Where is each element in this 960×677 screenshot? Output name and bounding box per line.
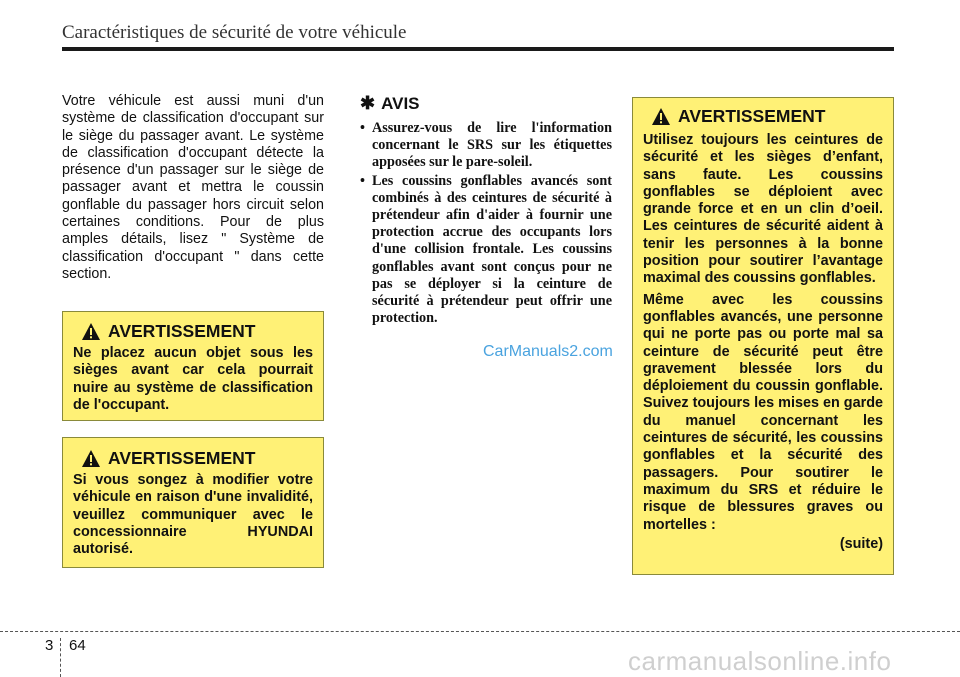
notice-section bbox=[360, 93, 612, 328]
warning-header bbox=[651, 106, 883, 127]
warning-triangle-icon bbox=[81, 449, 101, 468]
warning-header bbox=[81, 448, 313, 469]
footer-rule bbox=[0, 631, 960, 632]
warning-title: AVERTISSEMENT bbox=[678, 106, 826, 126]
continued-label: (suite) bbox=[839, 535, 883, 552]
footer-divider bbox=[60, 638, 61, 677]
page-number: 64 bbox=[69, 637, 86, 654]
warning-title: AVERTISSEMENT bbox=[108, 321, 256, 341]
warning-title: AVERTISSEMENT bbox=[108, 448, 256, 468]
warning-header bbox=[81, 321, 313, 342]
notice-item: • Les coussins gonflables avancés sont combinés à des ceintures de sécurité à prétendeur afin d'aider à fournir une protection accrue des occupants lors d'une collision frontale. Les coussins gonflables avant sont conçus pour ne pas se déployer si la ceinture de sécurité à prétendeur peut offrir une protection. bbox=[360, 173, 612, 328]
header-rule bbox=[62, 47, 894, 51]
warning-text: Si vous songez à modifier votre véhicule en raison d'une invalidité, veuillez communiquer avec le concessionnaire HYUNDAI autorisé. bbox=[73, 472, 313, 558]
notice-title: AVIS bbox=[381, 93, 420, 113]
page-header-title: Caractéristiques de sécurité de votre véhicule bbox=[62, 22, 407, 43]
warning-box-seat-belts bbox=[632, 97, 894, 575]
warning-triangle-icon bbox=[651, 107, 671, 126]
warning-text: Ne placez aucun objet sous les sièges avant car cela pourrait nuire au système de classification de l'occupant. bbox=[73, 345, 313, 413]
warning-box-occupant-classification bbox=[62, 311, 324, 421]
warning-paragraph-2: Même avec les coussins gonflables avancés, une personne qui ne porte pas ou porte mal sa ceinture de sécurité peut être gravement blessée lors du déploiement du coussin gonflable. Suivez toujours les mises en garde du manuel concernant les ceintures de sécurité, les coussins gonflables et la sécurité des passagers. Pour soutirer le maximum du SRS et réduire le risque de blessures graves ou mortelles : bbox=[643, 291, 883, 533]
chapter-number: 3 bbox=[45, 637, 54, 654]
notice-list bbox=[360, 120, 612, 327]
warning-triangle-icon bbox=[81, 322, 101, 341]
asterisk-icon: ✱ bbox=[360, 93, 376, 113]
notice-header bbox=[360, 93, 612, 114]
site-watermark: carmanualsonline.info bbox=[628, 646, 892, 676]
notice-item: • Assurez-vous de lire l'information concernant le SRS sur les étiquettes apposées sur le pare-soleil. bbox=[360, 120, 612, 172]
warning-box-vehicle-modification bbox=[62, 437, 324, 568]
warning-paragraph-1: Utilisez toujours les ceintures de sécurité et les sièges d’enfant, sans faute. Les coussins gonflables se déploient avec grande force et en un clin d’oeil. Les ceintures de sécurité aident à tenir les personnes à la bonne position pour soutirer l’avantage maximal des coussins gonflables. bbox=[643, 132, 883, 287]
watermark-carmanuals: CarManuals2.com bbox=[483, 343, 613, 360]
intro-paragraph: Votre véhicule est aussi muni d'un système de classification d'occupant sur le siège du passager avant. Le système de classification d'occupant détecte la présence d'un passager sur le siège de passager avant et mettra le coussin gonflable du passager hors circuit selon certaines conditions. Pour de plus amples détails, lisez " Système de classification d'occupant " dans cette section. bbox=[62, 93, 324, 282]
